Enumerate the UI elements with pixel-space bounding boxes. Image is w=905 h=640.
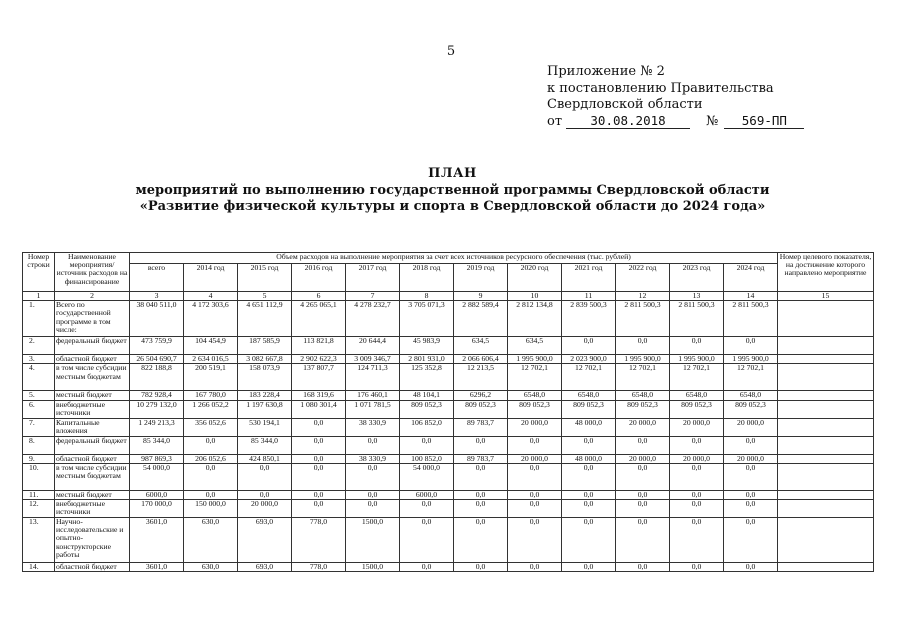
amount-cell: 3 082 667,8: [238, 355, 292, 364]
amount-cell: 0,0: [616, 563, 670, 572]
event-name-cell: Капитальные вложения: [55, 418, 130, 436]
row-number-cell: 4.: [23, 364, 55, 391]
amount-cell: 693,0: [238, 563, 292, 572]
table-row: [23, 418, 874, 436]
amount-cell: 20 000,0: [616, 454, 670, 463]
appendix-title: Приложение № 2: [547, 64, 665, 79]
row-number-cell: 6.: [23, 400, 55, 418]
amount-cell: 85 344,0: [238, 436, 292, 454]
amount-cell: 158 073,9: [238, 364, 292, 391]
amount-cell: 20 000,0: [670, 454, 724, 463]
amount-cell: 0,0: [562, 463, 616, 490]
amount-cell: 0,0: [292, 418, 346, 436]
amount-cell: 0,0: [670, 436, 724, 454]
amount-cell: 809 052,3: [670, 400, 724, 418]
plan-subtitle: мероприятий по выполнению государственной программы Свердловской области: [135, 182, 770, 198]
amount-cell: 1 197 630,8: [238, 400, 292, 418]
header-year: 2017 год: [346, 264, 400, 292]
amount-cell: 0,0: [724, 518, 778, 563]
amount-cell: 0,0: [346, 436, 400, 454]
amount-cell: 2 882 589,4: [454, 301, 508, 337]
amount-cell: 187 585,9: [238, 337, 292, 355]
header-expense-volume: Объем расходов на выполнение мероприятия за счет всех источников ресурсного обеспечения (тыс. рублей): [130, 253, 778, 264]
amount-cell: 0,0: [454, 518, 508, 563]
amount-cell: 4 172 303,6: [184, 301, 238, 337]
row-number-cell: 5.: [23, 391, 55, 400]
amount-cell: 54 000,0: [400, 463, 454, 490]
amount-cell: 6548,0: [616, 391, 670, 400]
amount-cell: 170 000,0: [130, 500, 184, 518]
amount-cell: 1 995 900,0: [616, 355, 670, 364]
amount-cell: 2 811 500,3: [724, 301, 778, 337]
header-year: 2015 год: [238, 264, 292, 292]
column-number-row: [23, 292, 874, 301]
amount-cell: 4 278 232,7: [346, 301, 400, 337]
table-row: [23, 337, 874, 355]
amount-cell: 26 504 690,7: [130, 355, 184, 364]
amount-cell: 0,0: [400, 500, 454, 518]
amount-cell: 0,0: [346, 500, 400, 518]
amount-cell: 822 188,8: [130, 364, 184, 391]
amount-cell: 0,0: [616, 436, 670, 454]
from-label: от: [547, 113, 563, 129]
amount-cell: 0,0: [562, 337, 616, 355]
amount-cell: 1500,0: [346, 518, 400, 563]
amount-cell: 424 850,1: [238, 454, 292, 463]
amount-cell: 183 228,4: [238, 391, 292, 400]
column-number: 4: [184, 292, 238, 301]
amount-cell: 12 702,1: [508, 364, 562, 391]
header-year: 2023 год: [670, 264, 724, 292]
amount-cell: 0,0: [616, 490, 670, 499]
amount-cell: 48 000,0: [562, 418, 616, 436]
amount-cell: 1 266 052,2: [184, 400, 238, 418]
amount-cell: 12 213,5: [454, 364, 508, 391]
column-number: 2: [55, 292, 130, 301]
amount-cell: 0,0: [400, 436, 454, 454]
target-cell: [778, 337, 874, 355]
amount-cell: 6548,0: [562, 391, 616, 400]
amount-cell: 0,0: [508, 490, 562, 499]
table-row: [23, 391, 874, 400]
amount-cell: 89 783,7: [454, 418, 508, 436]
amount-cell: 0,0: [562, 436, 616, 454]
header-year: 2021 год: [562, 264, 616, 292]
amount-cell: 0,0: [400, 518, 454, 563]
table-row: [23, 355, 874, 364]
amount-cell: 2 066 606,4: [454, 355, 508, 364]
amount-cell: 1 995 900,0: [670, 355, 724, 364]
amount-cell: 1 071 781,5: [346, 400, 400, 418]
event-name-cell: областной бюджет: [55, 563, 130, 572]
amount-cell: 89 783,7: [454, 454, 508, 463]
event-name-cell: в том числе субсидии местным бюджетам: [55, 364, 130, 391]
amount-cell: 0,0: [400, 563, 454, 572]
row-number-cell: 9.: [23, 454, 55, 463]
target-cell: [778, 500, 874, 518]
header-year: 2016 год: [292, 264, 346, 292]
amount-cell: 356 052,6: [184, 418, 238, 436]
row-number-cell: 2.: [23, 337, 55, 355]
target-cell: [778, 490, 874, 499]
table-row: [23, 454, 874, 463]
target-cell: [778, 454, 874, 463]
amount-cell: 0,0: [670, 563, 724, 572]
amount-cell: 630,0: [184, 563, 238, 572]
amount-cell: 10 279 132,0: [130, 400, 184, 418]
target-cell: [778, 418, 874, 436]
amount-cell: 0,0: [508, 436, 562, 454]
amount-cell: 2 023 900,0: [562, 355, 616, 364]
amount-cell: 0,0: [508, 500, 562, 518]
target-cell: [778, 436, 874, 454]
row-number-cell: 1.: [23, 301, 55, 337]
event-name-cell: федеральный бюджет: [55, 436, 130, 454]
table-row: [23, 490, 874, 499]
amount-cell: 20 000,0: [616, 418, 670, 436]
amount-cell: 3601,0: [130, 563, 184, 572]
row-number-cell: 7.: [23, 418, 55, 436]
appendix-region: Свердловской области: [547, 97, 703, 112]
amount-cell: 0,0: [616, 500, 670, 518]
header-row-number: Номер строки: [23, 253, 55, 292]
amount-cell: 0,0: [292, 463, 346, 490]
amount-cell: 38 330,9: [346, 454, 400, 463]
table-row: [23, 400, 874, 418]
target-cell: [778, 364, 874, 391]
amount-cell: 0,0: [562, 563, 616, 572]
table-row: [23, 500, 874, 518]
table-row: [23, 364, 874, 391]
amount-cell: 20 000,0: [724, 418, 778, 436]
amount-cell: 0,0: [508, 563, 562, 572]
amount-cell: 20 644,4: [346, 337, 400, 355]
column-number: 15: [778, 292, 874, 301]
appendix-date-line: [547, 114, 804, 131]
amount-cell: 20 000,0: [724, 454, 778, 463]
header-year: 2019 год: [454, 264, 508, 292]
amount-cell: 12 702,1: [616, 364, 670, 391]
target-cell: [778, 391, 874, 400]
amount-cell: 2 839 500,3: [562, 301, 616, 337]
amount-cell: 0,0: [724, 490, 778, 499]
amount-cell: 809 052,3: [724, 400, 778, 418]
table-row: [23, 518, 874, 563]
amount-cell: 54 000,0: [130, 463, 184, 490]
column-number: 6: [292, 292, 346, 301]
amount-cell: 0,0: [346, 490, 400, 499]
program-name: «Развитие физической культуры и спорта в Свердловской области до 2024 года»: [139, 199, 766, 214]
row-number-cell: 3.: [23, 355, 55, 364]
amount-cell: 124 711,3: [346, 364, 400, 391]
amount-cell: 100 852,0: [400, 454, 454, 463]
amount-cell: 0,0: [454, 490, 508, 499]
column-number: 12: [616, 292, 670, 301]
amount-cell: 0,0: [184, 490, 238, 499]
amount-cell: 0,0: [508, 518, 562, 563]
amount-cell: 2 812 134,8: [508, 301, 562, 337]
amount-cell: 0,0: [238, 490, 292, 499]
amount-cell: 0,0: [454, 500, 508, 518]
column-number: 1: [23, 292, 55, 301]
column-number: 14: [724, 292, 778, 301]
target-cell: [778, 463, 874, 490]
amount-cell: 0,0: [616, 337, 670, 355]
amount-cell: 113 821,8: [292, 337, 346, 355]
amount-cell: 0,0: [724, 337, 778, 355]
amount-cell: 693,0: [238, 518, 292, 563]
amount-cell: 0,0: [616, 518, 670, 563]
plan-title: ПЛАН: [428, 166, 477, 181]
amount-cell: 1 080 301,4: [292, 400, 346, 418]
plan-table: [22, 252, 874, 572]
amount-cell: 0,0: [724, 436, 778, 454]
amount-cell: 200 519,1: [184, 364, 238, 391]
amount-cell: 0,0: [670, 463, 724, 490]
amount-cell: 20 000,0: [508, 418, 562, 436]
amount-cell: 0,0: [724, 500, 778, 518]
amount-cell: 176 460,1: [346, 391, 400, 400]
amount-cell: 0,0: [184, 463, 238, 490]
column-number: 3: [130, 292, 184, 301]
amount-cell: 20 000,0: [238, 500, 292, 518]
amount-cell: 6548,0: [724, 391, 778, 400]
resolution-date: 30.08.2018: [566, 114, 690, 129]
amount-cell: 0,0: [508, 463, 562, 490]
table-row: [23, 301, 874, 337]
amount-cell: 0,0: [562, 490, 616, 499]
amount-cell: 4 651 112,9: [238, 301, 292, 337]
amount-cell: 2 634 016,5: [184, 355, 238, 364]
header-event-name: Наименование мероприятия/ источник расходов на финансирование: [55, 253, 130, 292]
amount-cell: 168 319,6: [292, 391, 346, 400]
column-number: 5: [238, 292, 292, 301]
amount-cell: 2 801 931,0: [400, 355, 454, 364]
row-number-cell: 14.: [23, 563, 55, 572]
column-number: 13: [670, 292, 724, 301]
amount-cell: 0,0: [724, 463, 778, 490]
amount-cell: 150 000,0: [184, 500, 238, 518]
amount-cell: 0,0: [184, 436, 238, 454]
amount-cell: 987 869,3: [130, 454, 184, 463]
amount-cell: 630,0: [184, 518, 238, 563]
amount-cell: 0,0: [670, 518, 724, 563]
amount-cell: 530 194,1: [238, 418, 292, 436]
amount-cell: 0,0: [616, 463, 670, 490]
amount-cell: 104 454,9: [184, 337, 238, 355]
appendix-resolution: к постановлению Правительства: [547, 80, 774, 96]
row-number-cell: 8.: [23, 436, 55, 454]
amount-cell: 38 330,9: [346, 418, 400, 436]
amount-cell: 473 759,9: [130, 337, 184, 355]
amount-cell: 1 995 900,0: [508, 355, 562, 364]
amount-cell: 0,0: [454, 463, 508, 490]
header-target-indicator: Номер целевого показателя, на достижение которого направлено мероприятие: [778, 253, 874, 292]
event-name-cell: в том числе субсидии местным бюджетам: [55, 463, 130, 490]
amount-cell: 137 807,7: [292, 364, 346, 391]
amount-cell: 206 052,6: [184, 454, 238, 463]
row-number-cell: 13.: [23, 518, 55, 563]
amount-cell: 20 000,0: [508, 454, 562, 463]
header-year: всего: [130, 264, 184, 292]
target-cell: [778, 301, 874, 337]
amount-cell: 12 702,1: [724, 364, 778, 391]
table-row: [23, 436, 874, 454]
header-year: 2014 год: [184, 264, 238, 292]
amount-cell: 85 344,0: [130, 436, 184, 454]
column-number: 11: [562, 292, 616, 301]
amount-cell: 6548,0: [508, 391, 562, 400]
plan-heading: [0, 166, 905, 216]
amount-cell: 167 780,0: [184, 391, 238, 400]
amount-cell: 634,5: [454, 337, 508, 355]
row-number-cell: 10.: [23, 463, 55, 490]
amount-cell: 6000,0: [400, 490, 454, 499]
event-name-cell: Всего по государственной программе в том числе:: [55, 301, 130, 337]
event-name-cell: областной бюджет: [55, 454, 130, 463]
event-name-cell: областной бюджет: [55, 355, 130, 364]
event-name-cell: внебюджетные источники: [55, 500, 130, 518]
amount-cell: 634,5: [508, 337, 562, 355]
amount-cell: 48 104,1: [400, 391, 454, 400]
column-number: 9: [454, 292, 508, 301]
amount-cell: 48 000,0: [562, 454, 616, 463]
table-row: [23, 463, 874, 490]
amount-cell: 0,0: [292, 436, 346, 454]
amount-cell: 0,0: [670, 490, 724, 499]
amount-cell: 778,0: [292, 563, 346, 572]
amount-cell: 0,0: [562, 500, 616, 518]
event-name-cell: федеральный бюджет: [55, 337, 130, 355]
amount-cell: 0,0: [454, 436, 508, 454]
amount-cell: 2 811 500,3: [670, 301, 724, 337]
amount-cell: 0,0: [562, 518, 616, 563]
amount-cell: 6548,0: [670, 391, 724, 400]
amount-cell: 38 040 511,0: [130, 301, 184, 337]
event-name-cell: местный бюджет: [55, 490, 130, 499]
amount-cell: 778,0: [292, 518, 346, 563]
amount-cell: 1500,0: [346, 563, 400, 572]
amount-cell: 4 265 065,1: [292, 301, 346, 337]
amount-cell: 0,0: [454, 563, 508, 572]
amount-cell: 0,0: [670, 500, 724, 518]
amount-cell: 45 983,9: [400, 337, 454, 355]
amount-cell: 3601,0: [130, 518, 184, 563]
target-cell: [778, 400, 874, 418]
amount-cell: 12 702,1: [562, 364, 616, 391]
target-cell: [778, 518, 874, 563]
amount-cell: 125 352,8: [400, 364, 454, 391]
event-name-cell: Научно-исследовательские и опытно-конструкторские работы: [55, 518, 130, 563]
amount-cell: 3 705 071,3: [400, 301, 454, 337]
amount-cell: 2 811 500,3: [616, 301, 670, 337]
amount-cell: 0,0: [292, 454, 346, 463]
header-year: 2020 год: [508, 264, 562, 292]
amount-cell: 6296,2: [454, 391, 508, 400]
amount-cell: 782 928,4: [130, 391, 184, 400]
amount-cell: 2 902 622,3: [292, 355, 346, 364]
target-cell: [778, 563, 874, 572]
amount-cell: 1 249 213,3: [130, 418, 184, 436]
amount-cell: 106 852,0: [400, 418, 454, 436]
amount-cell: 809 052,3: [454, 400, 508, 418]
row-number-cell: 12.: [23, 500, 55, 518]
amount-cell: 3 009 346,7: [346, 355, 400, 364]
event-name-cell: местный бюджет: [55, 391, 130, 400]
amount-cell: 0,0: [238, 463, 292, 490]
row-number-cell: 11.: [23, 490, 55, 499]
amount-cell: 809 052,3: [508, 400, 562, 418]
column-number: 8: [400, 292, 454, 301]
column-number: 7: [346, 292, 400, 301]
number-label: №: [706, 113, 719, 129]
appendix-block: [547, 64, 804, 130]
amount-cell: 809 052,3: [616, 400, 670, 418]
amount-cell: 0,0: [292, 490, 346, 499]
amount-cell: 0,0: [724, 563, 778, 572]
target-cell: [778, 355, 874, 364]
amount-cell: 12 702,1: [670, 364, 724, 391]
table-row: [23, 563, 874, 572]
amount-cell: 809 052,3: [562, 400, 616, 418]
amount-cell: 809 052,3: [400, 400, 454, 418]
amount-cell: 0,0: [292, 500, 346, 518]
header-year: 2022 год: [616, 264, 670, 292]
resolution-number: 569-ПП: [724, 114, 804, 129]
amount-cell: 0,0: [670, 337, 724, 355]
amount-cell: 0,0: [346, 463, 400, 490]
column-number: 10: [508, 292, 562, 301]
amount-cell: 20 000,0: [670, 418, 724, 436]
amount-cell: 1 995 900,0: [724, 355, 778, 364]
plan-table-body: [23, 301, 874, 572]
header-year: 2024 год: [724, 264, 778, 292]
event-name-cell: внебюджетные источники: [55, 400, 130, 418]
header-year: 2018 год: [400, 264, 454, 292]
amount-cell: 6000,0: [130, 490, 184, 499]
page-number: 5: [446, 44, 456, 59]
